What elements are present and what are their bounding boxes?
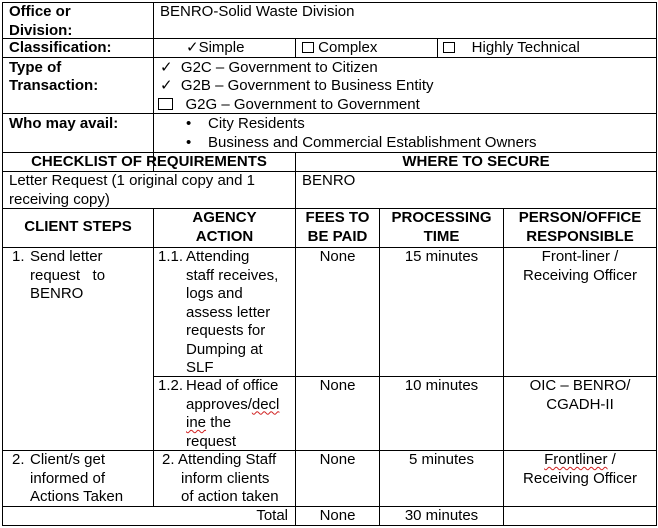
- person-line: Receiving Officer: [523, 469, 637, 487]
- agency-action-line: [186, 414, 279, 433]
- person-line: OIC – BENRO/: [529, 377, 631, 394]
- checkmark-icon: ✓: [160, 58, 173, 76]
- client-step-1: [30, 248, 105, 304]
- agency-action-line: [186, 396, 279, 415]
- client-step-2-number: 2.: [12, 451, 25, 468]
- transaction-type-label-line: Transaction:: [9, 77, 99, 94]
- bullet-icon: •: [186, 115, 192, 132]
- header-line: PERSON/OFFICE: [518, 209, 642, 226]
- fees-1-1: None: [319, 248, 356, 265]
- client-step-line: informed of: [30, 469, 106, 487]
- text-fragment: approves/: [186, 395, 252, 413]
- checkmark-icon: ✓: [160, 77, 173, 94]
- person-responsible-2: [504, 451, 656, 488]
- person-line: [504, 451, 656, 470]
- agency-action-2: [178, 451, 279, 507]
- agency-action-2-number: 2.: [162, 451, 175, 468]
- header-line: RESPONSIBLE: [526, 227, 634, 245]
- header-line: TIME: [423, 227, 460, 245]
- spellcheck-fragment: ine: [186, 414, 207, 431]
- processing-time-header: [380, 209, 503, 246]
- processing-time-1-2: 10 minutes: [404, 377, 479, 394]
- bullet-icon: •: [186, 133, 192, 151]
- text-fragment: the: [206, 414, 232, 431]
- grid-line: [656, 2, 657, 526]
- agency-action-line: SLF: [186, 359, 214, 376]
- classification-highly-technical: [443, 39, 580, 58]
- person-responsible-1-2: [504, 377, 656, 414]
- checklist-requirement-line: receiving copy): [9, 190, 110, 208]
- agency-action-1-2-number: 1.2.: [158, 377, 184, 394]
- who-may-avail-item: [186, 134, 536, 153]
- client-step-line: Client/s get: [30, 451, 106, 468]
- total-fees: None: [319, 507, 356, 524]
- checkmark-icon: ✓: [186, 38, 199, 56]
- agency-action-line: inform clients: [181, 469, 270, 487]
- who-may-avail-item-label: City Residents: [208, 115, 305, 132]
- transaction-option-label: G2C – Government to Citizen: [180, 58, 378, 76]
- fees-2: None: [319, 451, 356, 468]
- header-line: ACTION: [195, 227, 254, 245]
- agency-action-line: Head of office: [186, 377, 279, 394]
- total-time: 30 minutes: [404, 507, 479, 524]
- checklist-header: CHECKLIST OF REQUIREMENTS: [31, 152, 267, 170]
- person-line: CGADH-II: [546, 395, 614, 413]
- processing-time-1-1: 15 minutes: [404, 248, 479, 265]
- checkbox-icon: [302, 42, 314, 53]
- transaction-option-label: G2B – Government to Business Entity: [180, 77, 434, 94]
- checkbox-icon: [443, 42, 455, 53]
- agency-action-line: Dumping at: [186, 340, 263, 358]
- where-to-secure-header: WHERE TO SECURE: [402, 152, 550, 170]
- client-step-line: Actions Taken: [30, 488, 124, 505]
- classification-simple: [186, 39, 244, 58]
- classification-simple-label: Simple: [198, 38, 245, 56]
- grid-line: [295, 38, 296, 58]
- checklist-requirement: [9, 172, 255, 209]
- agency-action-line: of action taken: [181, 488, 279, 505]
- checkbox-icon: [158, 98, 173, 110]
- classification-complex: [302, 39, 377, 58]
- office-label: [9, 3, 72, 40]
- agency-action-1-1: [186, 248, 278, 378]
- classification-label: Classification:: [9, 38, 112, 56]
- who-may-avail-item-label: Business and Commercial Establishment Owners: [208, 133, 537, 151]
- agency-action-header: [154, 209, 295, 246]
- agency-action-line: assess letter: [186, 303, 271, 321]
- classification-highly-technical-label: Highly Technical: [471, 38, 580, 56]
- spellcheck-fragment: decl: [251, 395, 280, 413]
- agency-action-line: staff receives,: [186, 266, 279, 284]
- grid-line: [153, 208, 154, 507]
- processing-time-2: 5 minutes: [408, 451, 475, 468]
- client-step-2: [30, 451, 123, 507]
- checklist-where: BENRO: [302, 172, 356, 189]
- total-label: Total: [256, 507, 288, 524]
- transaction-type-label: [9, 59, 98, 96]
- agency-action-line: Attending: [186, 248, 250, 265]
- agency-action-line: requests for: [186, 322, 266, 339]
- fees-header: [296, 209, 379, 246]
- client-steps-header: CLIENT STEPS: [24, 218, 132, 235]
- who-may-avail-label: Who may avail:: [9, 115, 119, 132]
- grid-line: [437, 38, 438, 58]
- agency-action-line: Attending Staff: [178, 451, 277, 468]
- transaction-option-g2g: [158, 96, 420, 115]
- client-step-line: BENRO: [30, 285, 84, 302]
- spellcheck-fragment: Frontliner: [544, 451, 608, 468]
- grid-line: [153, 2, 154, 171]
- text-fragment: /: [607, 451, 616, 468]
- header-line: AGENCY: [192, 209, 257, 226]
- grid-line: [2, 2, 3, 526]
- person-line: Front-liner /: [541, 248, 619, 265]
- classification-complex-label: Complex: [318, 38, 378, 56]
- header-line: PROCESSING: [391, 209, 492, 226]
- person-responsible-1-1: [504, 248, 656, 285]
- transaction-type-label-line: Type of: [9, 58, 62, 76]
- header-line: FEES TO: [305, 209, 370, 226]
- header-line: BE PAID: [307, 227, 368, 245]
- person-line: Receiving Officer: [523, 266, 637, 284]
- person-responsible-header: [504, 209, 656, 246]
- office-label-line: Division:: [9, 21, 73, 39]
- office-label-line: Office or: [9, 3, 71, 20]
- client-step-1-number: 1.: [12, 248, 25, 265]
- who-may-avail-item: [186, 115, 305, 134]
- fees-1-2: None: [319, 377, 356, 394]
- agency-action-line: logs and: [186, 285, 243, 302]
- client-step-line: request to: [30, 266, 106, 284]
- agency-action-line: request: [186, 432, 237, 450]
- agency-action-1-2: [186, 377, 279, 451]
- agency-action-1-1-number: 1.1.: [158, 248, 184, 265]
- transaction-option-g2c: [160, 59, 378, 78]
- office-value: BENRO-Solid Waste Division: [160, 3, 355, 20]
- client-step-line: Send letter: [30, 248, 103, 265]
- transaction-option-g2b: [160, 77, 434, 96]
- checklist-requirement-line: Letter Request (1 original copy and 1: [9, 172, 255, 189]
- transaction-option-label: G2G – Government to Government: [185, 95, 420, 113]
